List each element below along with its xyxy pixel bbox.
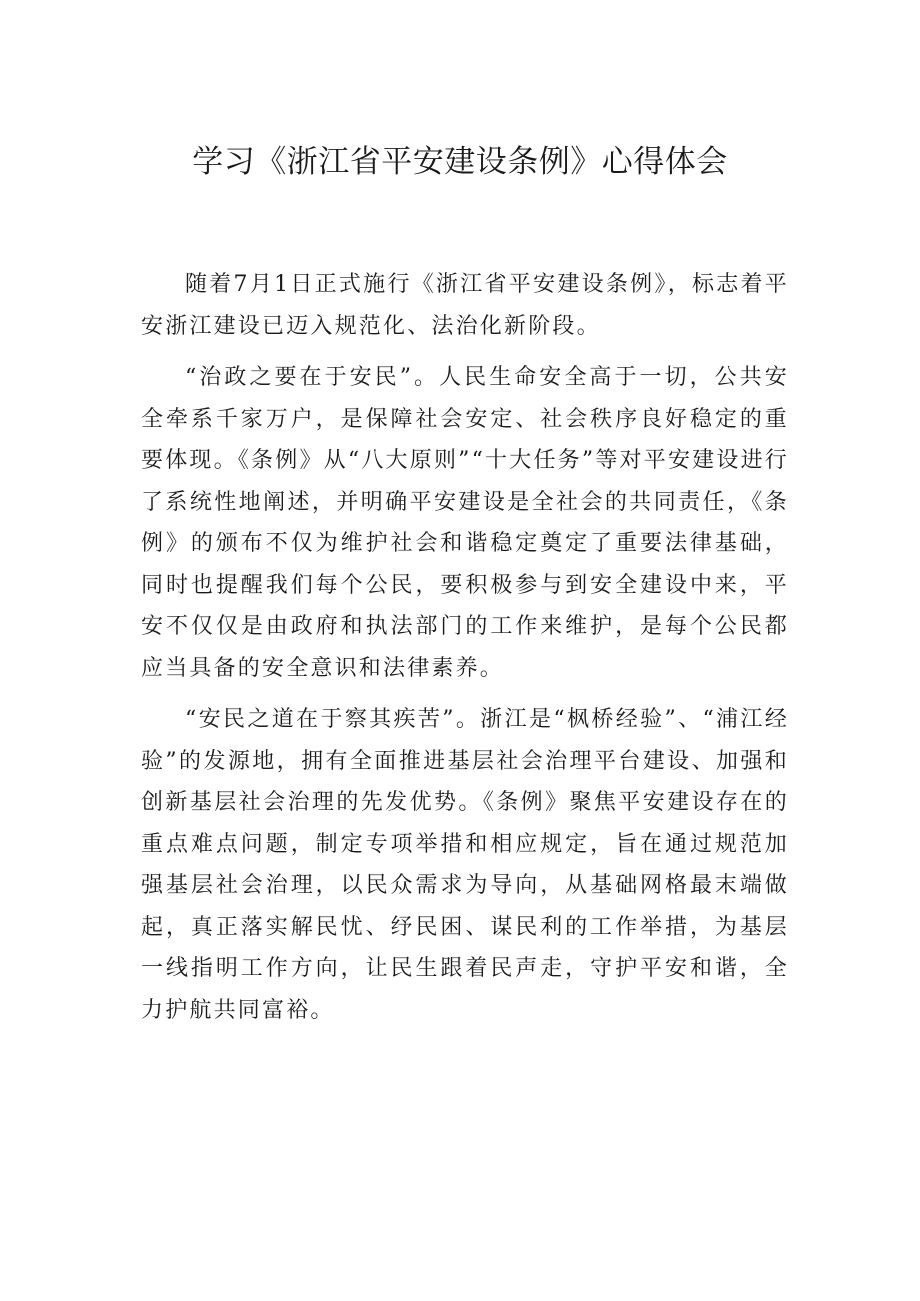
document-title: 学习《浙江省平安建设条例》心得体会: [192, 144, 728, 180]
document-body: [141, 264, 789, 1031]
paragraph-2: “治政之要在于安民”。人民生命安全高于一切，公共安全牵系千家万户，是保障社会安定、社会秩序良好稳定的重要体现。《条例》从“八大原则”“十大任务”等对平安建设进行了系统性地阐述，并明确平安建设是全社会的共同责任，《条例》的颁布不仅为维护社会和谐稳定奠定了重要法律基础，同时也提醒我们每个公民，要积极参与到安全建设中来，平安不仅仅是由政府和执法部门的工作来维护，是每个公民都应当具备的安全意识和法律素养。: [141, 365, 789, 681]
paragraph-3: “安民之道在于察其疾苦”。浙江是“枫桥经验”、“浦江经验”的发源地，拥有全面推进基层社会治理平台建设、加强和创新基层社会治理的先发优势。《条例》聚焦平安建设存在的重点难点问题，制定专项举措和相应规定，旨在通过规范加强基层社会治理，以民众需求为导向，从基础网格最末端做起，真正落实解民忧、纾民困、谋民利的工作举措，为基层一线指明工作方向，让民生跟着民声走，守护平安和谐，全力护航共同富裕。: [141, 707, 789, 1023]
paragraph-1: 随着7月1日正式施行《浙江省平安建设条例》，标志着平安浙江建设已迈入规范化、法治化新阶段。: [141, 272, 789, 339]
